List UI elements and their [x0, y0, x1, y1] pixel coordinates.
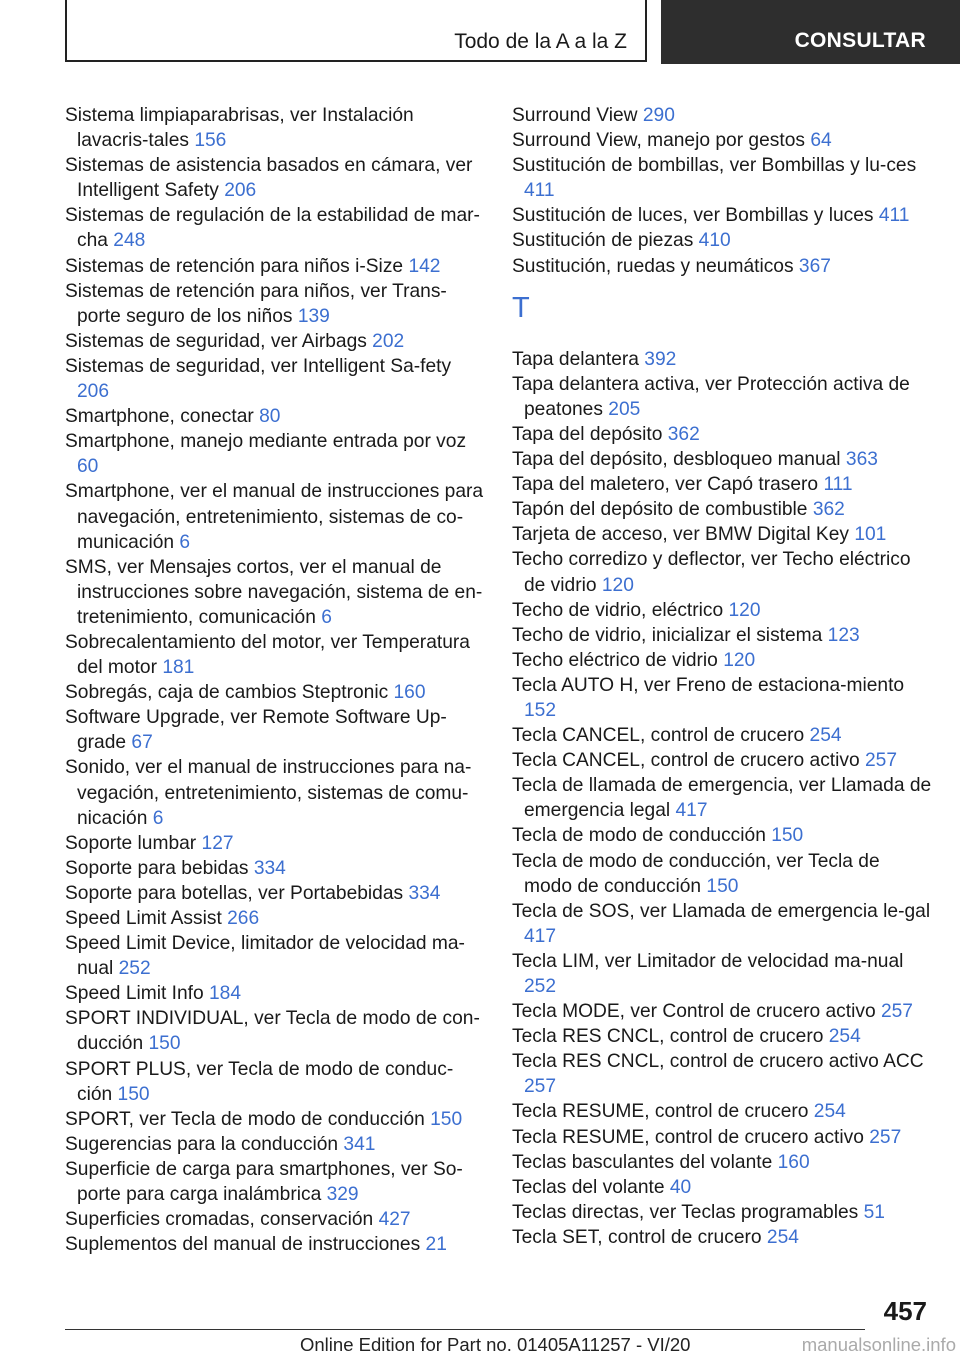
index-entry-text: Sistemas de seguridad, ver Airbags: [65, 330, 367, 352]
index-entry-page-link[interactable]: 257: [865, 750, 898, 772]
index-entry-text: Tapa del depósito, desbloqueo manual: [512, 449, 841, 471]
index-entry-page-link[interactable]: 150: [706, 875, 739, 897]
index-entry-page-link[interactable]: 417: [524, 925, 557, 947]
index-entry-page-link[interactable]: 329: [326, 1184, 359, 1206]
index-entry-page-link[interactable]: 341: [343, 1133, 376, 1155]
index-entry-page-link[interactable]: 120: [723, 649, 756, 671]
index-entry-text: Tecla de SOS, ver Llamada de emergencia le-gal: [512, 900, 931, 922]
index-entry: [65, 153, 485, 203]
index-entry-text: Tecla de llamada de emergencia, ver Llamada de emergencia legal: [512, 775, 932, 822]
index-entry-text: Tecla CANCEL, control de crucero activo: [512, 750, 860, 772]
index-entry: [65, 630, 485, 680]
index-entry: [512, 128, 932, 153]
index-entry-page-link[interactable]: 411: [524, 180, 555, 202]
index-entry-text: Soporte para bebidas: [65, 857, 249, 879]
index-entry: [512, 949, 932, 999]
index-entry-text: Surround View: [512, 105, 638, 126]
index-entry: [65, 906, 485, 931]
index-entry-page-link[interactable]: 257: [869, 1126, 902, 1148]
index-entry-page-link[interactable]: 254: [809, 725, 842, 747]
index-entry-page-link[interactable]: 254: [766, 1226, 799, 1248]
index-entry-page-link[interactable]: 150: [430, 1108, 463, 1130]
index-entry-text: Tapa delantera activa, ver Protección activa de peatones: [512, 373, 910, 420]
index-entry-text: Sustitución, ruedas y neumáticos: [512, 255, 794, 277]
index-entry-text: Sistemas de retención para niños i-Size: [65, 255, 404, 277]
index-entry-page-link[interactable]: 150: [117, 1083, 150, 1105]
index-entry-text: Tecla RESUME, control de crucero activo: [512, 1126, 864, 1148]
index-entry-page-link[interactable]: 184: [209, 983, 242, 1005]
index-entry-page-link[interactable]: 362: [667, 423, 700, 445]
index-entry-text: Tapón del depósito de combustible: [512, 499, 808, 521]
index-entry-text: Suplementos del manual de instrucciones: [65, 1234, 421, 1256]
index-entry-page-link[interactable]: 252: [524, 976, 557, 997]
index-entry: [512, 422, 932, 447]
index-entry-text: SPORT, ver Tecla de modo de conducción: [65, 1108, 425, 1130]
index-entry-page-link[interactable]: 367: [798, 255, 831, 277]
index-entry-text: Speed Limit Info: [65, 983, 204, 1005]
index-entry-page-link[interactable]: 427: [378, 1209, 411, 1231]
index-entry-page-link[interactable]: 51: [863, 1201, 885, 1223]
index-entry: [512, 254, 932, 279]
footer-divider: [65, 1329, 865, 1330]
index-entry-text: Software Upgrade, ver Remote Software Up-grade: [65, 707, 447, 754]
index-entry: [512, 1099, 932, 1124]
index-entry: [65, 429, 485, 479]
index-entry-page-link[interactable]: 252: [118, 958, 151, 980]
index-entry-text: Tecla MODE, ver Control de crucero activo: [512, 1001, 876, 1023]
index-entry: [512, 773, 932, 823]
index-entry: [512, 372, 932, 422]
index-entry-page-link[interactable]: 254: [828, 1026, 861, 1048]
index-entry-text: Teclas del volante: [512, 1176, 665, 1198]
index-entry-page-link[interactable]: 67: [131, 732, 153, 754]
index-entry: [512, 598, 932, 623]
index-entry: [512, 153, 932, 203]
index-entry-page-link[interactable]: 150: [148, 1033, 181, 1055]
index-entry-text: Techo corredizo y deflector, ver Techo eléctrico de vidrio: [512, 549, 911, 596]
header-tab-consultar[interactable]: CONSULTAR: [661, 0, 960, 64]
index-entry-text: Techo de vidrio, eléctrico: [512, 599, 724, 621]
index-entry-text: Tarjeta de acceso, ver BMW Digital Key: [512, 524, 849, 546]
index-entry: [65, 354, 485, 404]
index-entry: [65, 856, 485, 881]
index-entry-text: Sistemas de seguridad, ver Intelligent Sa-fety: [65, 355, 452, 377]
index-entry-text: SPORT INDIVIDUAL, ver Tecla de modo de con-ducción: [65, 1008, 480, 1055]
index-entry-page-link[interactable]: 120: [728, 599, 761, 621]
index-entry-page-link[interactable]: 334: [408, 882, 441, 904]
index-entry-page-link[interactable]: 101: [854, 524, 887, 546]
index-entry-text: Smartphone, conectar: [65, 406, 254, 428]
index-entry-text: Sugerencias para la conducción: [65, 1133, 339, 1155]
index-entry-page-link[interactable]: 160: [777, 1151, 810, 1173]
index-entry: [65, 1207, 485, 1232]
index-entry: [65, 981, 485, 1006]
index-entry-text: Tecla de modo de conducción: [512, 825, 766, 847]
index-entry-text: Sustitución de piezas: [512, 230, 694, 252]
index-entry: [512, 1175, 932, 1200]
index-entry: [512, 673, 932, 723]
index-entry: [65, 1132, 485, 1157]
index-entry-page-link[interactable]: 205: [608, 398, 641, 420]
index-entry-page-link[interactable]: 40: [669, 1176, 692, 1198]
index-entry-text: Sistemas de regulación de la estabilidad de mar-cha: [65, 205, 480, 252]
index-entry-page-link[interactable]: 111: [823, 474, 853, 496]
index-entry: [65, 329, 485, 354]
index-entry-text: SPORT PLUS, ver Tecla de modo de conduc-ción: [65, 1058, 454, 1105]
index-entry-text: Tecla CANCEL, control de crucero: [512, 725, 805, 747]
page-number: 457: [883, 1296, 927, 1326]
index-entry-page-link[interactable]: 202: [372, 330, 405, 352]
index-entry: [512, 723, 932, 748]
index-entry: [65, 680, 485, 705]
index-entry-text: Teclas basculantes del volante: [512, 1151, 773, 1173]
index-entry-page-link[interactable]: 150: [771, 825, 804, 847]
index-entry-text: Techo eléctrico de vidrio: [512, 649, 718, 671]
index-entry-text: Surround View, manejo por gestos: [512, 130, 805, 152]
index-entry: [512, 1225, 932, 1250]
index-entry-page-link[interactable]: 254: [813, 1101, 846, 1123]
index-entry: [65, 1107, 485, 1132]
index-entry-text: Soporte para botellas, ver Portabebidas: [65, 882, 404, 904]
index-entry: [512, 648, 932, 673]
index-entry: [512, 1024, 932, 1049]
index-entry-page-link[interactable]: 334: [253, 857, 286, 879]
index-entry: [512, 1049, 932, 1099]
index-entry: [65, 1157, 485, 1207]
index-entry-text: Tecla SET, control de crucero: [512, 1226, 762, 1248]
index-entry-text: Speed Limit Device, limitador de velocidad ma-nual: [65, 933, 465, 980]
watermark: manualsonline.info: [801, 1334, 956, 1355]
index-entry-page-link[interactable]: 6: [179, 531, 191, 553]
index-entry-page-link[interactable]: 156: [194, 130, 227, 152]
index-entry-text: Superficie de carga para smartphones, ver So-porte para carga inalámbrica: [65, 1158, 463, 1206]
index-entry: [512, 472, 932, 497]
index-entry-page-link[interactable]: 123: [827, 624, 860, 646]
index-entry-page-link[interactable]: 139: [297, 305, 330, 327]
index-entry: [65, 1232, 485, 1257]
index-entry-page-link[interactable]: 392: [644, 348, 677, 370]
index-entry: [512, 522, 932, 547]
index-entry: [65, 831, 485, 856]
index-entry: [512, 823, 932, 848]
index-letter-heading: T: [512, 291, 530, 324]
index-entry-page-link[interactable]: 290: [642, 105, 675, 126]
index-group-s: [512, 103, 932, 279]
index-entry-text: Teclas directas, ver Teclas programables: [512, 1201, 859, 1223]
index-entry-text: Sobrecalentamiento del motor, ver Temperatura del motor: [65, 631, 470, 679]
index-entry-text: Tecla RES CNCL, control de crucero: [512, 1026, 824, 1048]
index-entry-text: Tapa del maletero, ver Capó trasero: [512, 474, 819, 496]
index-entry: [512, 899, 932, 949]
index-entry-page-link[interactable]: 152: [524, 699, 557, 721]
index-entry-page-link[interactable]: 257: [880, 1001, 913, 1023]
index-entry-text: Smartphone, manejo mediante entrada por voz: [65, 431, 467, 453]
index-entry: [512, 849, 932, 899]
index-entry: [65, 1057, 485, 1107]
index-entry: [512, 623, 932, 648]
index-entry-page-link[interactable]: 206: [224, 180, 257, 202]
index-entry: [65, 203, 485, 253]
index-entry-page-link[interactable]: 206: [77, 381, 110, 403]
page-header: [65, 0, 960, 64]
index-entry-page-link[interactable]: 6: [321, 606, 332, 628]
index-group-t: [512, 347, 932, 1250]
index-entry: [65, 404, 485, 429]
index-entry: [512, 497, 932, 522]
index-entry: [512, 228, 932, 253]
index-entry-text: Sustitución de bombillas, ver Bombillas y lu-ces: [512, 155, 917, 177]
index-column-right: [512, 103, 932, 1250]
index-entry-page-link[interactable]: 363: [845, 449, 878, 471]
index-entry-text: Sustitución de luces, ver Bombillas y luces: [512, 205, 874, 227]
index-entry-page-link[interactable]: 411: [878, 205, 910, 227]
index-entry-text: Tecla de modo de conducción, ver Tecla de modo de conducción: [512, 850, 880, 897]
index-entry-page-link[interactable]: 266: [227, 908, 260, 929]
index-entry: [65, 1006, 485, 1056]
index-entry-text: Sobregás, caja de cambios Steptronic: [65, 682, 389, 704]
index-entry: [512, 1150, 932, 1175]
index-entry: [65, 881, 485, 906]
index-entry: [65, 254, 485, 279]
index-entry-text: Smartphone, ver el manual de instrucciones para navegación, entretenimiento, sistemas de co-municación: [65, 481, 484, 553]
index-entry-text: Sonido, ver el manual de instrucciones para na-vegación, entretenimiento, sistemas de comu-nicación: [65, 757, 472, 829]
index-entry-page-link[interactable]: 248: [113, 230, 146, 252]
index-entry: [65, 755, 485, 830]
index-entry: [512, 547, 932, 597]
index-entry: [512, 103, 932, 128]
index-entry-text: Superficies cromadas, conservación: [65, 1209, 374, 1231]
index-entry: [512, 347, 932, 372]
index-entry-page-link[interactable]: 64: [810, 130, 832, 152]
index-entry-page-link[interactable]: 60: [77, 456, 99, 478]
index-entry-page-link[interactable]: 181: [162, 657, 195, 679]
index-entry-page-link[interactable]: 127: [201, 832, 234, 854]
index-entry-text: Tecla RES CNCL, control de crucero activo ACC: [512, 1051, 924, 1073]
index-entry: [65, 103, 485, 153]
index-entry-page-link[interactable]: 257: [524, 1076, 557, 1098]
index-entry: [65, 931, 485, 981]
index-entry-text: Soporte lumbar: [65, 832, 197, 854]
index-entry: [65, 279, 485, 329]
index-entry-page-link[interactable]: 142: [408, 255, 441, 277]
index-entry-text: SMS, ver Mensajes cortos, ver el manual de instrucciones sobre navegación, sistema de en-tretenimiento, comunicación: [65, 556, 483, 628]
index-entry: [512, 203, 932, 228]
index-entry: [512, 999, 932, 1024]
index-entry-text: Techo de vidrio, inicializar el sistema: [512, 624, 823, 646]
index-entry-page-link[interactable]: 410: [698, 230, 731, 252]
index-entry-text: Tecla RESUME, control de crucero: [512, 1101, 809, 1123]
index-entry-text: Tapa del depósito: [512, 423, 663, 445]
index-entry: [65, 479, 485, 554]
index-entry-page-link[interactable]: 160: [393, 682, 426, 704]
index-entry-text: Tapa delantera: [512, 348, 639, 370]
index-entry: [512, 447, 932, 472]
index-entry-page-link[interactable]: 6: [152, 807, 164, 829]
header-section-box: [65, 0, 647, 62]
index-entry-page-link[interactable]: 362: [812, 499, 845, 521]
index-entry-text: Sistemas de asistencia basados en cámara, ver Intelligent Safety: [65, 155, 473, 202]
index-entry-text: Tecla AUTO H, ver Freno de estaciona-miento: [512, 674, 905, 696]
index-entry: [65, 555, 485, 630]
index-entry: [512, 1125, 932, 1150]
index-entry-page-link[interactable]: 21: [425, 1234, 447, 1256]
index-entry-page-link[interactable]: 120: [601, 574, 634, 596]
index-entry-text: Sistemas de retención para niños, ver Trans-porte seguro de los niños: [65, 280, 447, 327]
footer-edition: Online Edition for Part no. 01405A11257 - VI/20: [300, 1334, 691, 1355]
index-entry-text: Speed Limit Assist: [65, 908, 222, 929]
index-entry-text: Sistema limpiaparabrisas, ver Instalación lavacris-tales: [65, 105, 414, 152]
index-entry-text: Tecla LIM, ver Limitador de velocidad ma-nual: [512, 950, 904, 972]
index-column-left: [65, 103, 485, 1257]
index-entry: [65, 705, 485, 755]
header-section-title: Todo de la A a la Z: [454, 30, 627, 53]
index-entry-page-link[interactable]: 80: [259, 406, 281, 428]
index-entry: [512, 1200, 932, 1225]
index-entry: [512, 748, 932, 773]
index-entry-page-link[interactable]: 417: [675, 800, 708, 822]
